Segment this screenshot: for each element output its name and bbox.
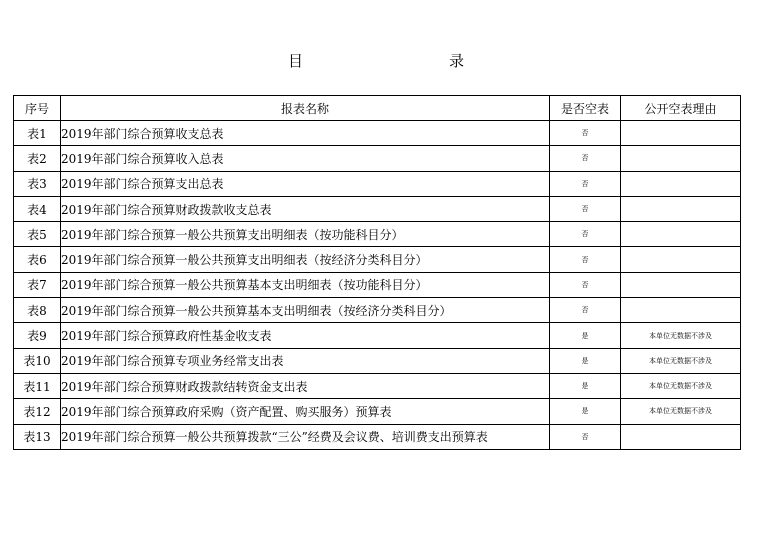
table-row: [14, 121, 741, 146]
row-no: 表2: [14, 146, 61, 171]
title-char-1: 目: [288, 52, 304, 70]
table-row: [14, 272, 741, 297]
row-reason: [621, 424, 741, 449]
row-name: 2019年部门综合预算财政拨款结转资金支出表: [61, 373, 550, 398]
row-no: 表9: [14, 323, 61, 348]
row-reason: 本单位无数据不涉及: [621, 399, 741, 424]
row-no: 表10: [14, 348, 61, 373]
row-reason: 本单位无数据不涉及: [621, 348, 741, 373]
row-is-empty: 否: [550, 247, 621, 272]
row-name: 2019年部门综合预算财政拨款收支总表: [61, 196, 550, 221]
row-no: 表11: [14, 373, 61, 398]
row-no: 表4: [14, 196, 61, 221]
header-name: 报表名称: [61, 96, 550, 121]
row-reason: [621, 272, 741, 297]
toc-table: [13, 95, 741, 450]
title-char-2: 录: [449, 52, 465, 70]
row-is-empty: 是: [550, 348, 621, 373]
row-is-empty: 否: [550, 171, 621, 196]
row-is-empty: 否: [550, 298, 621, 323]
table-header-row: [14, 96, 741, 121]
row-name: 2019年部门综合预算一般公共预算基本支出明细表（按经济分类科目分）: [61, 298, 550, 323]
row-no: 表5: [14, 222, 61, 247]
row-name: 2019年部门综合预算政府性基金收支表: [61, 323, 550, 348]
row-name: 2019年部门综合预算支出总表: [61, 171, 550, 196]
table-row: [14, 323, 741, 348]
table-row: [14, 399, 741, 424]
row-is-empty: 是: [550, 373, 621, 398]
row-no: 表6: [14, 247, 61, 272]
header-no: 序号: [14, 96, 61, 121]
row-name: 2019年部门综合预算政府采购（资产配置、购买服务）预算表: [61, 399, 550, 424]
row-is-empty: 否: [550, 424, 621, 449]
row-reason: [621, 247, 741, 272]
row-reason: [621, 298, 741, 323]
row-is-empty: 否: [550, 222, 621, 247]
row-is-empty: 否: [550, 196, 621, 221]
row-reason: 本单位无数据不涉及: [621, 373, 741, 398]
row-reason: 本单位无数据不涉及: [621, 323, 741, 348]
table-row: [14, 146, 741, 171]
table-row: [14, 171, 741, 196]
table-row: [14, 247, 741, 272]
row-no: 表12: [14, 399, 61, 424]
page-title: [0, 50, 760, 72]
row-reason: [621, 171, 741, 196]
table-row: [14, 298, 741, 323]
row-reason: [621, 121, 741, 146]
row-is-empty: 是: [550, 399, 621, 424]
row-no: 表8: [14, 298, 61, 323]
row-no: 表1: [14, 121, 61, 146]
row-name: 2019年部门综合预算收入总表: [61, 146, 550, 171]
row-no: 表13: [14, 424, 61, 449]
row-is-empty: 否: [550, 146, 621, 171]
row-name: 2019年部门综合预算收支总表: [61, 121, 550, 146]
table-row: [14, 222, 741, 247]
row-reason: [621, 146, 741, 171]
table-row: [14, 348, 741, 373]
row-name: 2019年部门综合预算专项业务经常支出表: [61, 348, 550, 373]
table-row: [14, 373, 741, 398]
header-reason: 公开空表理由: [621, 96, 741, 121]
row-reason: [621, 196, 741, 221]
row-is-empty: 是: [550, 323, 621, 348]
table-row: [14, 424, 741, 449]
row-name: 2019年部门综合预算一般公共预算拨款“三公”经费及会议费、培训费支出预算表: [61, 424, 550, 449]
row-reason: [621, 222, 741, 247]
row-no: 表7: [14, 272, 61, 297]
row-name: 2019年部门综合预算一般公共预算支出明细表（按经济分类科目分）: [61, 247, 550, 272]
header-is-empty: 是否空表: [550, 96, 621, 121]
table-row: [14, 196, 741, 221]
row-no: 表3: [14, 171, 61, 196]
row-is-empty: 否: [550, 272, 621, 297]
row-is-empty: 否: [550, 121, 621, 146]
row-name: 2019年部门综合预算一般公共预算基本支出明细表（按功能科目分）: [61, 272, 550, 297]
row-name: 2019年部门综合预算一般公共预算支出明细表（按功能科目分）: [61, 222, 550, 247]
